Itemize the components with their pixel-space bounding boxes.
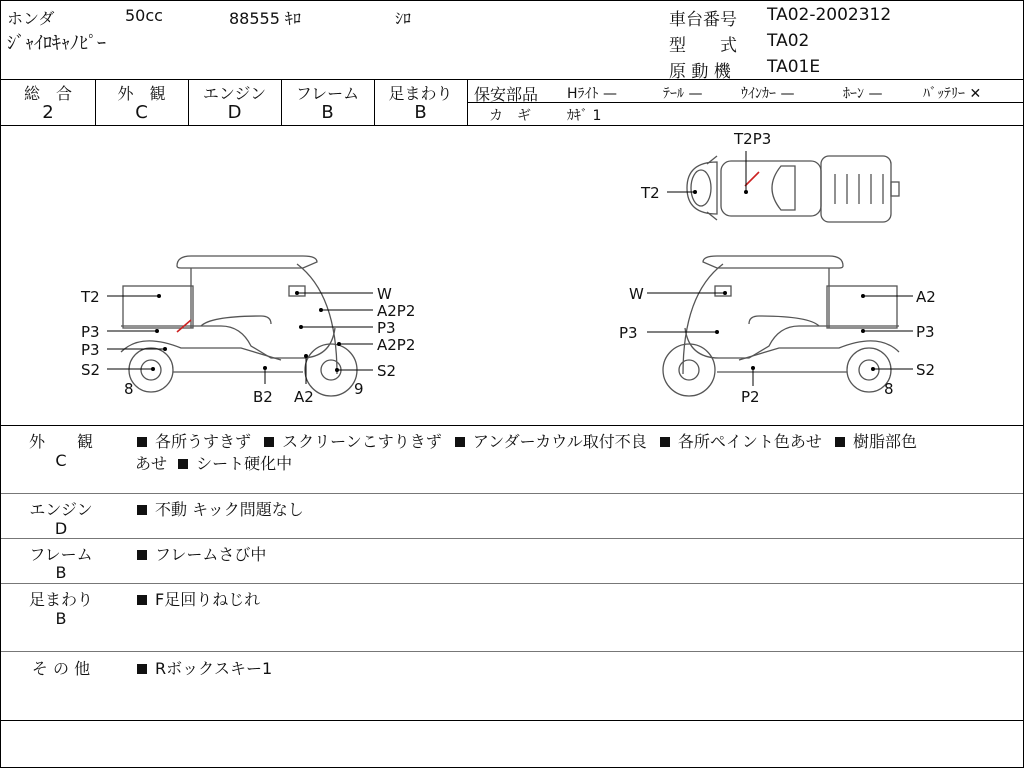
overall-grade: 2 <box>42 102 54 123</box>
label-right-p2: P2 <box>741 388 760 406</box>
scooter-left-view <box>121 256 357 396</box>
exterior-grade: C <box>135 102 148 123</box>
divider <box>1 493 1023 494</box>
damage-mark <box>745 172 759 186</box>
notes-frame-grade: B <box>55 563 67 582</box>
divider <box>1 583 1023 584</box>
bullet-icon <box>178 459 188 469</box>
notes-exterior-line1: 各所うすきず スクリーンこすりきず アンダーカウル取付不良 各所ペイント色あせ 樹脂部色 <box>137 429 917 452</box>
bullet-icon <box>137 437 147 447</box>
damage-diagram <box>1 126 1023 424</box>
key-value: ｶｷﾞ 1 <box>567 108 602 124</box>
body-color: ｼﾛ <box>395 9 412 28</box>
divider <box>1 425 1023 426</box>
label-right-p3b: P3 <box>916 323 935 341</box>
label-left-a2: A2 <box>294 388 314 406</box>
label-left-p3a: P3 <box>81 323 100 341</box>
label-left-t2: T2 <box>81 288 100 306</box>
type-label: 型 式 <box>669 36 737 56</box>
label-right-p3: P3 <box>619 324 638 342</box>
suspension-grade: B <box>414 102 427 123</box>
suspension-grade-label: 足まわり <box>388 84 453 103</box>
notes-engine-label: エンジン <box>29 500 93 519</box>
maker: ホンダ <box>7 9 55 28</box>
frame-no: TA02-2002312 <box>767 5 892 25</box>
notes-exterior-line2: あせ シート硬化中 <box>135 454 293 473</box>
label-left-p3b: P3 <box>81 341 100 359</box>
overall-label: 総 合 <box>23 84 72 103</box>
safety-winker: ｳｲﾝｶｰ — <box>741 86 795 102</box>
bullet-icon <box>835 437 845 447</box>
safety-horn: ﾎｰﾝ — <box>843 86 883 102</box>
safety-label: 保安部品 <box>474 85 539 104</box>
bullet-icon <box>137 550 147 560</box>
model-name: ｼﾞｬｲﾛｷｬﾉﾋﾟｰ <box>7 33 106 54</box>
label-left-w: W <box>377 285 392 303</box>
notes-engine-grade: D <box>54 519 68 538</box>
bullet-icon <box>137 595 147 605</box>
mileage: 88555 ｷﾛ <box>229 9 301 28</box>
notes-other-label: そ の 他 <box>31 659 91 678</box>
label-top-t2: T2 <box>641 184 660 202</box>
engine-grade: D <box>227 102 242 123</box>
divider <box>1 651 1023 652</box>
bullet-icon <box>137 505 147 515</box>
label-right-a2: A2 <box>916 288 936 306</box>
scooter-top-view <box>687 156 899 222</box>
safety-taillight: ﾃｰﾙ — <box>663 86 703 102</box>
label-left-8: 8 <box>124 380 134 398</box>
exterior-label: 外 観 <box>117 84 166 103</box>
divider <box>1 538 1023 539</box>
bullet-icon <box>660 437 670 447</box>
safety-headlight: Hﾗｲﾄ — <box>567 86 617 102</box>
notes-other-text: Rボックスキー1 <box>137 656 272 679</box>
notes-suspension-text: F足回りねじれ <box>137 587 260 610</box>
label-left-b2: B2 <box>253 388 273 406</box>
frame-grade: B <box>321 102 334 123</box>
notes-exterior-grade: C <box>55 451 67 470</box>
label-top-t2p3: T2P3 <box>734 130 772 148</box>
bullet-icon <box>455 437 465 447</box>
bullet-icon <box>264 437 274 447</box>
frame-grade-label: フレーム <box>295 84 360 103</box>
notes-engine-text: 不動 キック問題なし <box>137 497 304 520</box>
engine-grade-label: エンジン <box>202 84 267 103</box>
engine-label: 原 動 機 <box>669 62 731 82</box>
scooter-right-view <box>663 256 899 396</box>
notes-suspension-label: 足まわり <box>28 590 93 609</box>
engine-value: TA01E <box>767 57 821 77</box>
label-left-s2: S2 <box>81 361 101 379</box>
divider <box>1 720 1023 721</box>
label-left-p3c: P3 <box>377 319 396 337</box>
label-left-9: 9 <box>354 380 364 398</box>
type-value: TA02 <box>767 31 810 51</box>
label-left-a2p2a: A2P2 <box>377 302 416 320</box>
notes-frame-label: フレーム <box>29 545 93 564</box>
safety-battery: ﾊﾞｯﾃﾘｰ ✕ <box>923 86 982 102</box>
label-right-w: W <box>629 285 644 303</box>
label-right-s2: S2 <box>916 361 936 379</box>
bullet-icon <box>137 664 147 674</box>
frame-no-label: 車台番号 <box>669 10 737 30</box>
notes-suspension-grade: B <box>55 609 67 628</box>
notes-frame-text: フレームさび中 <box>137 542 266 565</box>
displacement: 50cc <box>125 6 163 25</box>
key-label: カ ギ <box>489 108 531 124</box>
label-left-a2p2b: A2P2 <box>377 336 416 354</box>
label-right-8: 8 <box>884 380 894 398</box>
label-left-s2b: S2 <box>377 362 397 380</box>
divider <box>1 79 1023 80</box>
notes-exterior-label: 外 観 <box>28 432 93 451</box>
